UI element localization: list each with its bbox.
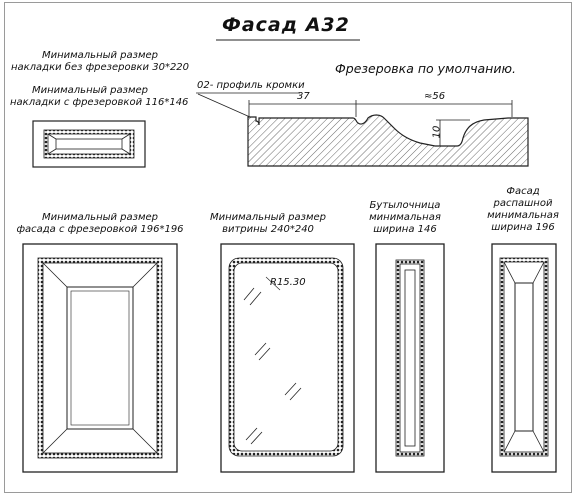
facade-min-caption — [12, 212, 188, 236]
swing-facade-caption — [475, 186, 571, 234]
overlay-mill-line-2: накладки с фрезеровкой 116*146 — [10, 97, 189, 108]
facade-milled-drawing — [23, 244, 177, 472]
overlay-milled-drawing — [33, 121, 145, 167]
milling-default-label: Фрезеровка по умолчанию. — [335, 61, 516, 76]
facade-min-line-1: Минимальный размер — [41, 212, 159, 223]
overlay-no-mill-line-2: накладки без фрезеровки 30*220 — [10, 62, 190, 73]
bottle-holder-caption — [355, 200, 455, 236]
dim-10: 10 — [431, 125, 443, 139]
swing-facade-line-3: минимальная — [487, 210, 559, 221]
drawing-title: Фасад А32 — [222, 14, 350, 36]
overlay-mill-caption — [10, 85, 189, 109]
swing-facade-line-4: ширина 196 — [491, 222, 555, 233]
showcase-min-caption — [205, 212, 331, 236]
bottle-holder-line-2: минимальная — [369, 212, 441, 223]
overlay-mill-line-1: Минимальный размер — [31, 85, 149, 96]
dim-56: ≈56 — [424, 91, 446, 102]
showcase-min-line-1: Минимальный размер — [209, 212, 327, 223]
overlay-no-mill-caption — [10, 50, 190, 74]
swing-facade-line-2: распашной — [493, 198, 553, 209]
edge-profile-section — [248, 115, 528, 166]
edge-profile-label: 02- профиль кромки — [197, 80, 305, 91]
bottle-holder-line-3: ширина 146 — [373, 224, 437, 235]
facade-min-line-2: фасада с фрезеровкой 196*196 — [16, 224, 184, 235]
bottle-holder-line-1: Бутылочница — [369, 200, 441, 211]
dim-37: 37 — [297, 91, 310, 102]
bottle-holder-drawing — [376, 244, 444, 472]
overlay-no-mill-line-1: Минимальный размер — [41, 50, 159, 61]
swing-facade-line-1: Фасад — [506, 186, 540, 197]
showcase-min-line-2: витрины 240*240 — [222, 224, 314, 235]
showcase-radius-label: R15.30 — [270, 277, 306, 288]
swing-facade-drawing — [492, 244, 556, 472]
